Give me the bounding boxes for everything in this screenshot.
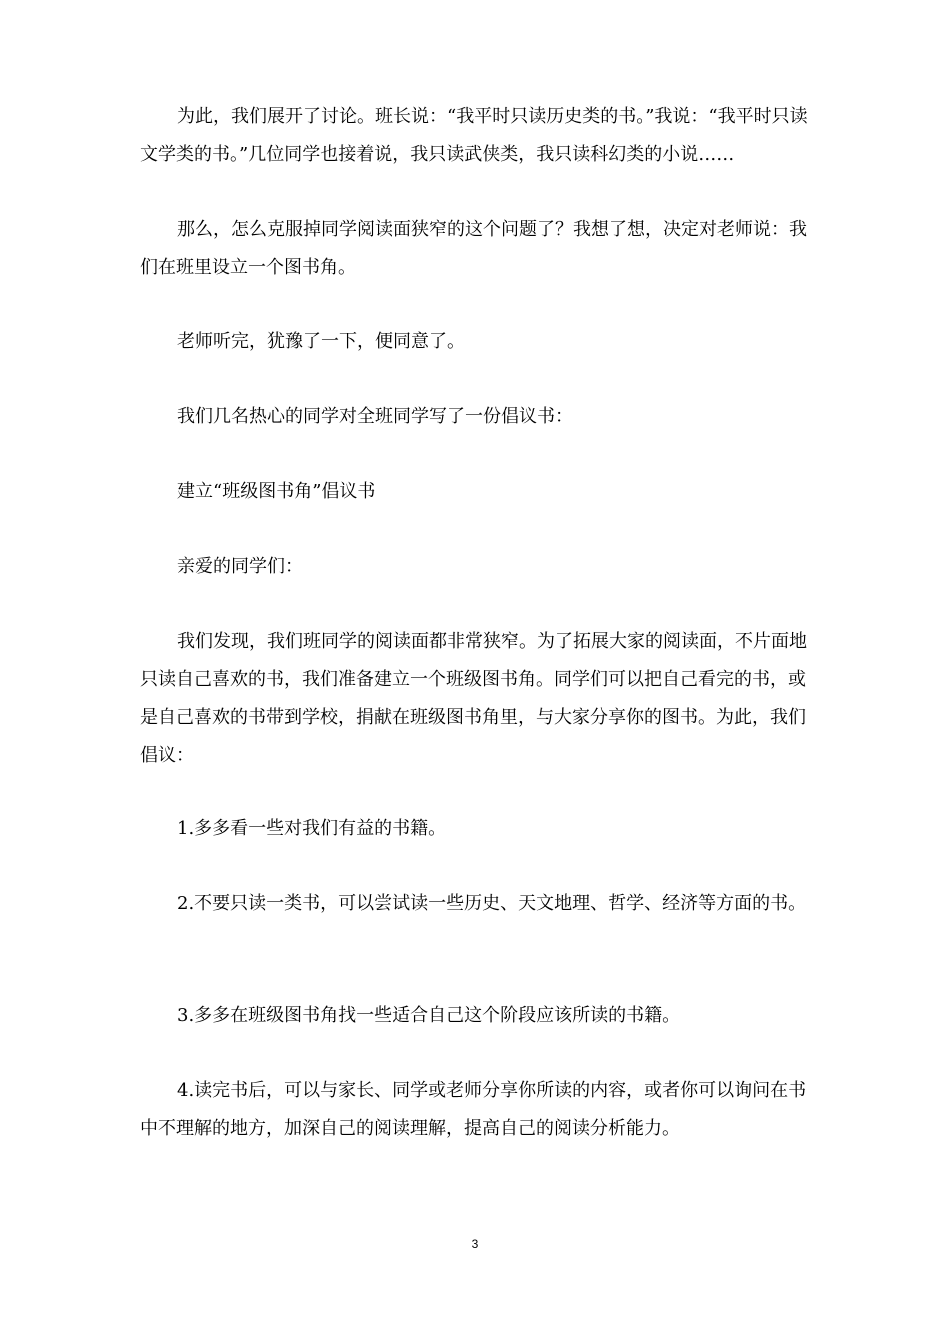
proposal-item-1: 1.多多看一些对我们有益的书籍。	[177, 818, 447, 839]
paragraph-discussion: 为此，我们展开了讨论。班长说：“我平时只读历史类的书。”我说：“我平时只读文学类的书。”几位同学也接着说，我只读武侠类，我只读科幻类的小说……	[140, 106, 808, 165]
proposal-item-2: 2.不要只读一类书，可以尝试读一些历史、天文地理、哲学、经济等方面的书。	[177, 893, 807, 914]
paragraph-proposal-intro: 我们几名热心的同学对全班同学写了一份倡议书：	[177, 406, 573, 427]
page-number: 3	[471, 1237, 479, 1251]
proposal-salutation: 亲爱的同学们：	[177, 556, 303, 577]
proposal-item-4: 4.读完书后，可以与家长、同学或老师分享你所读的内容，或者你可以询问在书中不理解的地方，加深自己的阅读理解，提高自己的阅读分析能力。	[140, 1080, 807, 1139]
proposal-item-3: 3.多多在班级图书角找一些适合自己这个阶段应该所读的书籍。	[177, 1005, 681, 1026]
paragraph-teacher-agreed: 老师听完，犹豫了一下，便同意了。	[177, 331, 465, 352]
proposal-body: 我们发现，我们班同学的阅读面都非常狭窄。为了拓展大家的阅读面，不片面地只读自己喜欢的书，我们准备建立一个班级图书角。同学们可以把自己看完的书，或是自己喜欢的书带到学校，捐献在班级图书角里，与大家分享你的图书。为此，我们倡议：	[140, 631, 807, 766]
proposal-title: 建立“班级图书角”倡议书	[177, 481, 376, 502]
paragraph-question: 那么，怎么克服掉同学阅读面狭窄的这个问题了？我想了想，决定对老师说：我们在班里设立一个图书角。	[140, 219, 807, 278]
